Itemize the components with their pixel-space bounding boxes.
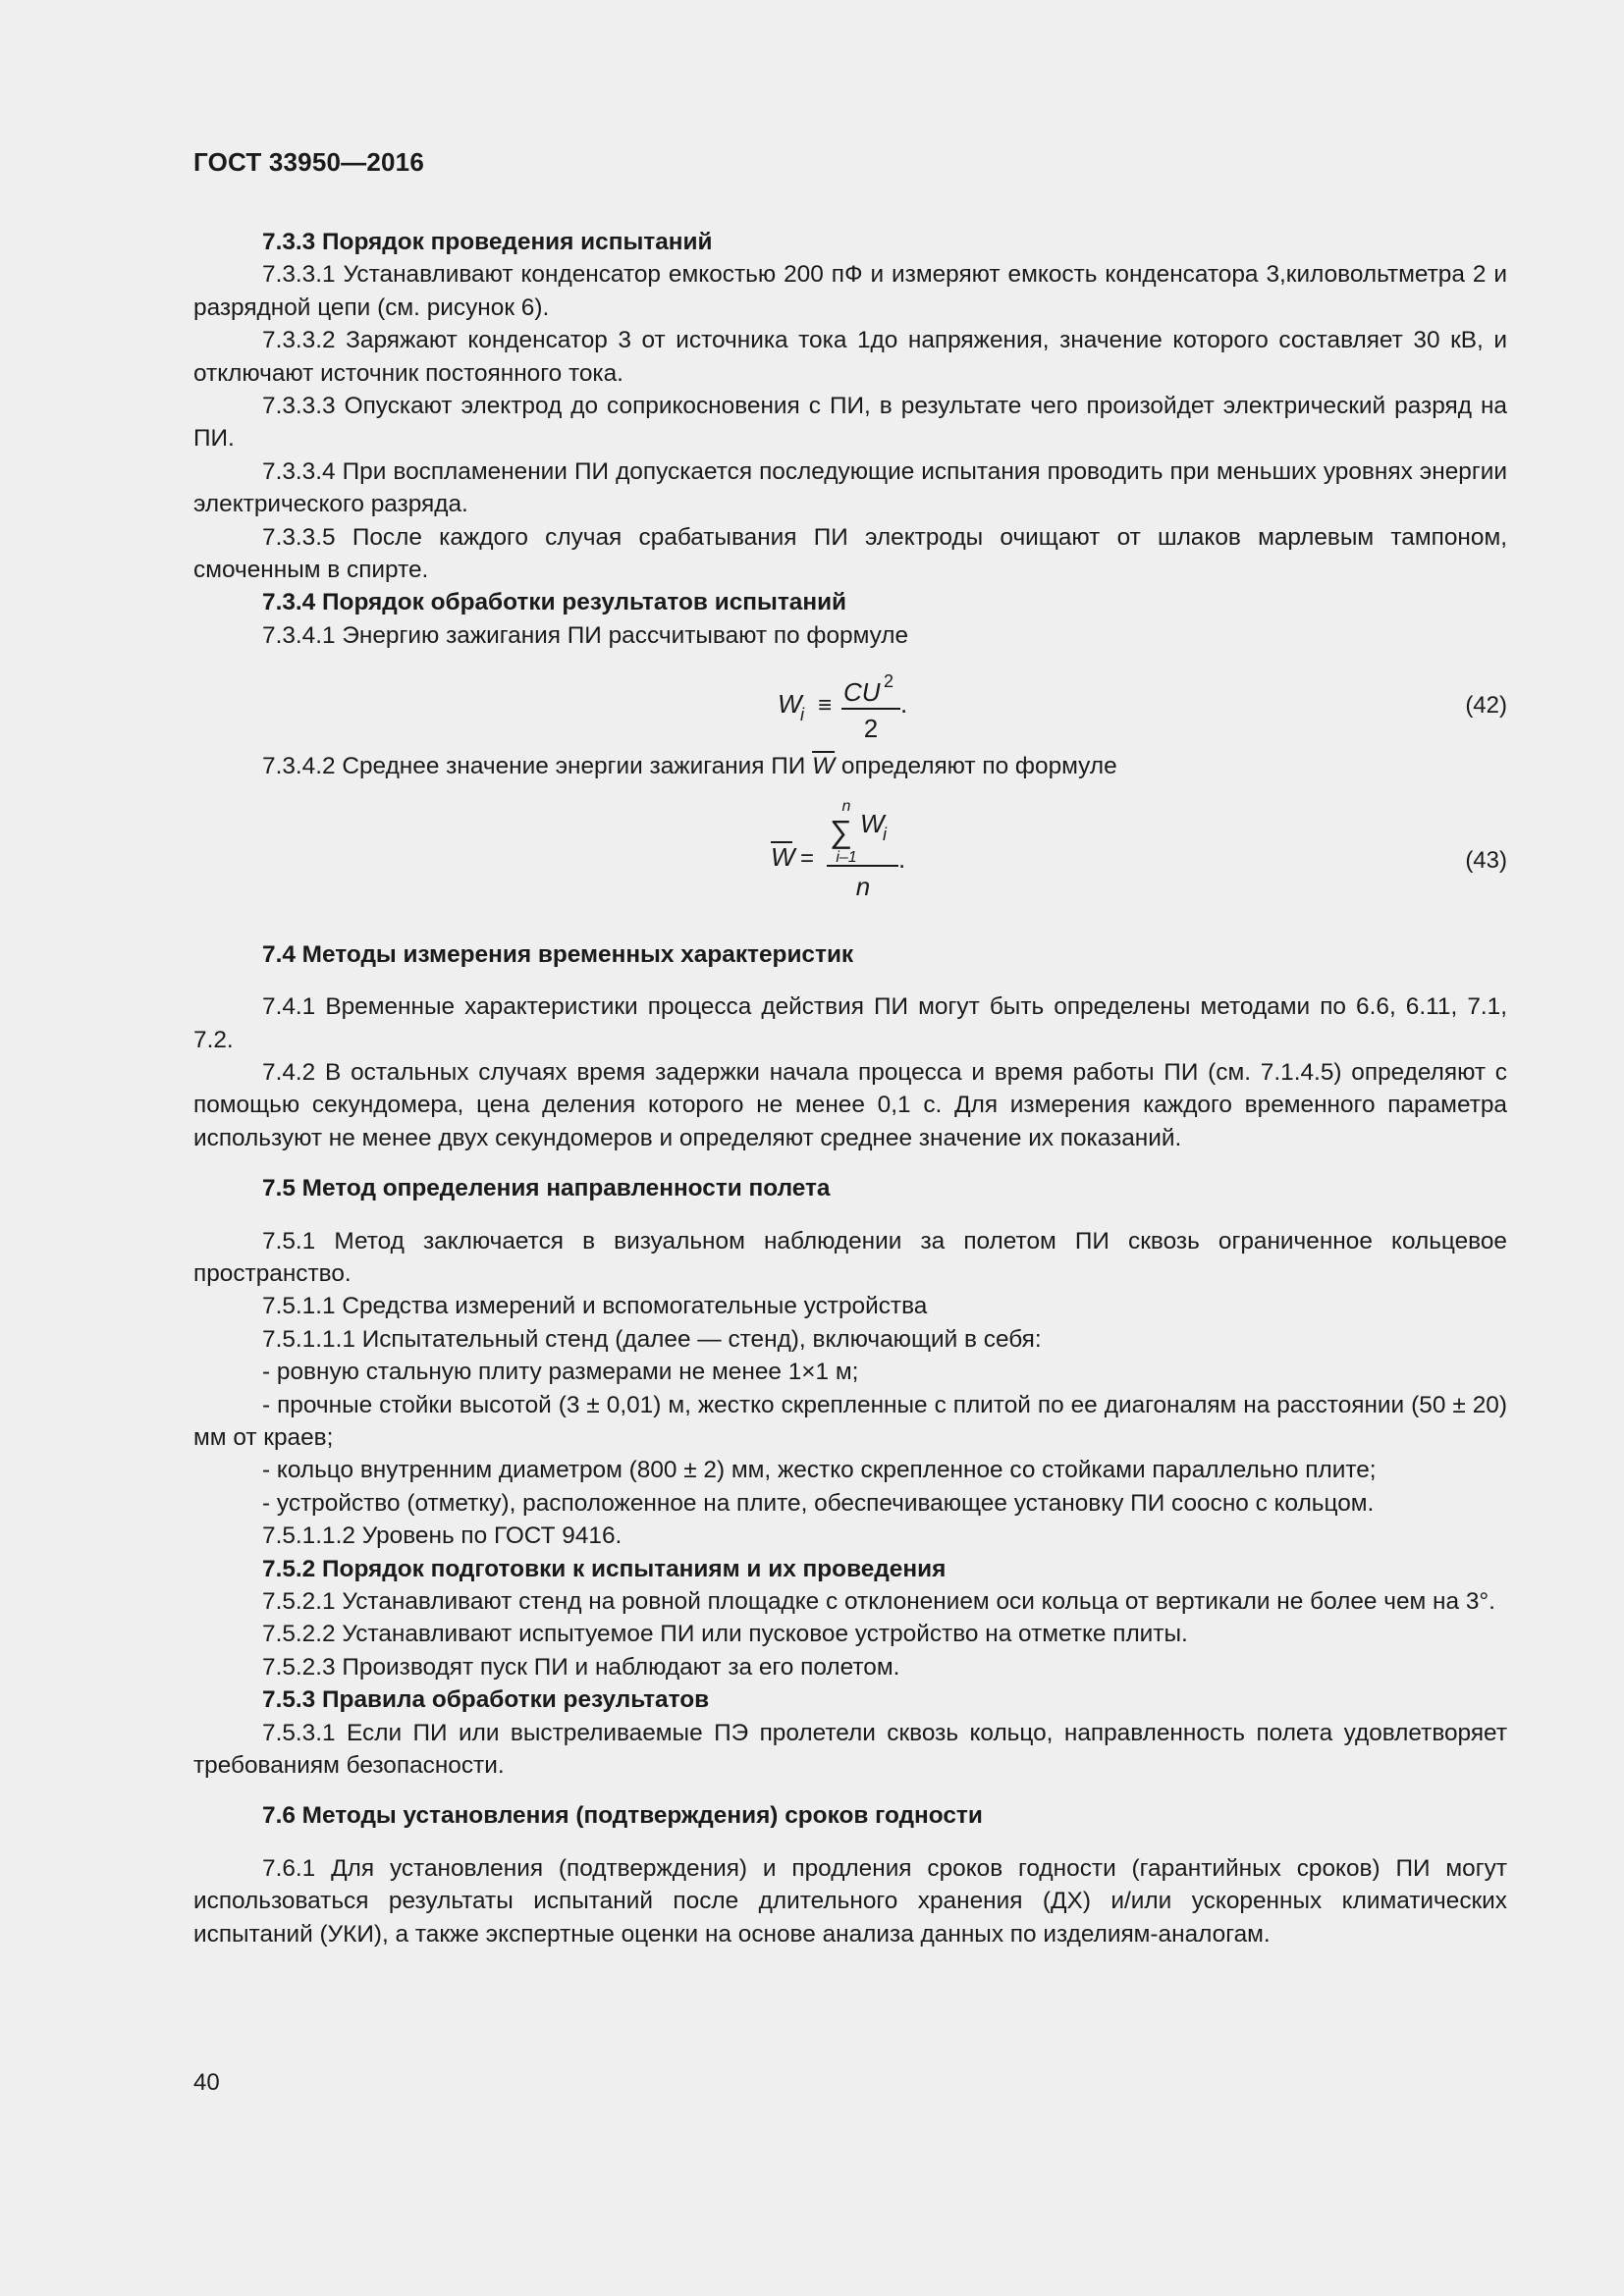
section-heading: 7.3.3 Порядок проведения испытаний [262,229,713,255]
paragraph: 7.6.1 Для установления (подтверждения) и продления сроков годности (гарантийных сроков) ПИ могут использоваться результаты испытаний после длительного хранения (ДХ) и/или ускоренных климатических испытаний (УКИ), а также экспертные оценки на основе анализа данных по изделиям-аналогам. [193,1854,1507,1948]
paragraph: 7.5.2.3 Производят пуск ПИ и наблюдают за его полетом. [262,1653,900,1681]
sum-upper-limit: n [841,797,851,815]
formula-number: (42) [1465,692,1507,720]
formula-denominator: n [855,871,871,901]
paragraph: 7.5.1 Метод заключается в визуальном наблюдении за полетом ПИ сквозь ограниченное кольцевое пространство. [193,1227,1507,1287]
formula-43 [193,783,1507,921]
section-heading: 7.6 Методы установления (подтверждения) сроков годности [262,1802,983,1830]
section-heading: 7.5.3 Правила обработки результатов [262,1686,710,1714]
formula-period: . [900,689,908,720]
formula-42-graphic [193,652,1507,750]
paragraph: 7.5.2.2 Устанавливают испытуемое ПИ или пусковое устройство на отметке плиты. [262,1621,1188,1648]
paragraph: - устройство (отметку), расположенное на плите, обеспечивающее установку ПИ соосно с кольцом. [262,1489,1375,1517]
paragraph: - кольцо внутренним диаметром (800 ± 2) мм, жестко скрепленное со стойками параллельно плите; [262,1457,1377,1484]
mean-energy-symbol: $\overline{W}$ [812,753,836,780]
formula-operator: ≡ [818,692,833,720]
formula-number: (43) [1465,846,1507,874]
formula-period: . [898,843,906,874]
formula-operator: = [800,844,815,872]
formula-42 [193,652,1507,750]
sum-term-subscript: i [883,824,887,844]
paragraph: 7.5.2.1 Устанавливают стенд на ровной площадке с отклонением оси кольца от вертикали не более чем на 3°. [262,1588,1495,1615]
paragraph: 7.3.3.2 Заряжают конденсатор 3 от источника тока 1до напряжения, значение которого составляет 30 кВ, и отключают источник постоянного тока. [193,327,1507,387]
formula-numerator-superscript: 2 [884,671,894,692]
formula-numerator: CU [843,677,881,708]
formula-lhs-subscript: i [800,705,804,725]
paragraph: - ровную стальную плиту размерами не менее 1×1 м; [262,1359,859,1386]
paragraph: 7.3.4.1 Энергию зажигания ПИ рассчитывают по формуле [262,621,909,649]
sum-symbol: ∑ [830,813,852,849]
sum-term: W [860,808,885,838]
formula-denominator: 2 [863,714,879,744]
document-code: ГОСТ 33950—2016 [193,147,424,177]
formula-43-graphic [193,783,1507,921]
page-content [193,226,1507,1950]
paragraph: - прочные стойки высотой (3 ± 0,01) м, жестко скрепленные с плитой по ее диагоналям на расстоянии (50 ± 20) мм от краев; [193,1391,1507,1451]
paragraph: 7.3.3.5 После каждого случая срабатывания ПИ электроды очищают от шлаков марлевым тампоном, смоченным в спирте. [193,523,1507,584]
paragraph: 7.5.1.1 Средства измерений и вспомогательные устройства [262,1293,928,1320]
formula-lhs: W [771,841,795,872]
section-heading: 7.5.2 Порядок подготовки к испытаниям и их проведения [262,1555,947,1582]
sum-lower-limit: i–1 [836,848,857,866]
paragraph: 7.3.3.4 При воспламенении ПИ допускается последующие испытания проводить при меньших уровнях энергии электрического разряда. [193,457,1507,518]
paragraph: 7.3.4.2 Среднее значение энергии зажигания ПИ $\overline{W}$ определяют по формуле [262,753,1117,780]
paragraph: 7.3.3.1 Устанавливают конденсатор емкостью 200 пФ и измеряют емкость конденсатора 3,киловольтметра 2 и разрядной цепи (см. рисунок 6). [193,261,1507,321]
section-heading: 7.5 Метод определения направленности полета [262,1175,831,1202]
paragraph: 7.4.2 В остальных случаях время задержки начала процесса и время работы ПИ (см. 7.1.4.5) определяют с помощью секундомера, цена деления которого не менее 0,1 с. Для измерения каждого временного параметра используют не менее двух секундомеров и определяют среднее значение их показаний. [193,1058,1507,1151]
formula-lhs: W [778,689,802,720]
paragraph: 7.3.3.3 Опускают электрод до соприкосновения с ПИ, в результате чего произойдет электрический разряд на ПИ. [193,393,1507,453]
paragraph: 7.5.3.1 Если ПИ или выстреливаемые ПЭ пролетели сквозь кольцо, направленность полета удовлетворяет требованиям безопасности. [193,1719,1507,1780]
paragraph: 7.5.1.1.2 Уровень по ГОСТ 9416. [262,1522,623,1550]
section-heading: 7.3.4 Порядок обработки результатов испытаний [262,589,847,616]
section-heading: 7.4 Методы измерения временных характеристик [262,940,854,968]
page-number: 40 [193,2069,220,2096]
paragraph: 7.4.1 Временные характеристики процесса действия ПИ могут быть определены методами по 6.6, 6.11, 7.1, 7.2. [193,993,1507,1053]
paragraph: 7.5.1.1.1 Испытательный стенд (далее — стенд), включающий в себя: [262,1325,1042,1353]
